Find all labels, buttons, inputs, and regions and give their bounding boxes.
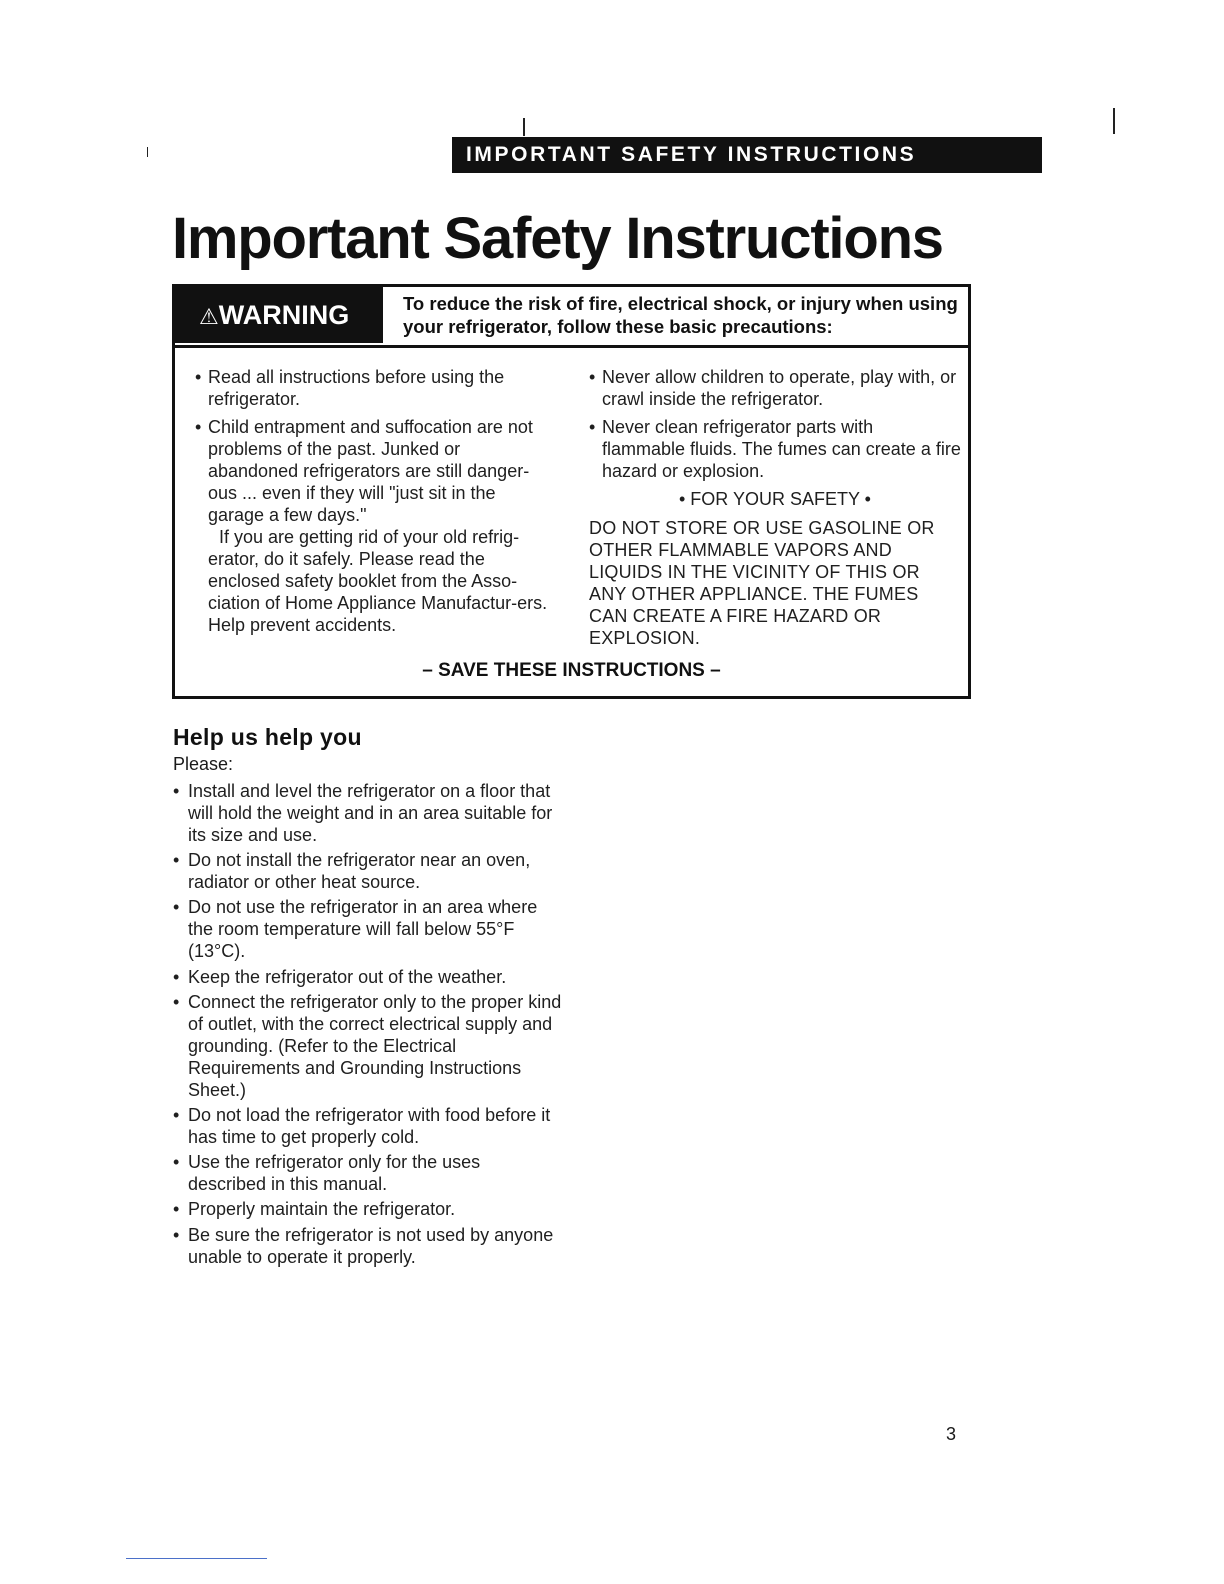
warning-triangle-icon: ⚠ (199, 304, 219, 329)
list-item: • Never clean refrigerator parts with flammable fluids. The fumes can create a fire hazard or explosion. (589, 417, 961, 481)
list-item: • Read all instructions before using the refrigerator. (195, 367, 505, 409)
help-list (173, 780, 563, 1271)
warning-label (175, 287, 383, 343)
warning-box (172, 284, 971, 699)
help-please: Please: (173, 754, 234, 774)
list-item: • Install and level the refrigerator on a floor that will hold the weight and in an area suitable for its size and use. (173, 781, 553, 845)
warning-intro: To reduce the risk of fire, electrical shock, or injury when using your refrigerator, follow these basic precautions: (403, 293, 958, 337)
page-number: 3 (946, 1424, 957, 1444)
list-item: • Do not install the refrigerator near an oven, radiator or other heat source. (173, 850, 531, 893)
scan-mark (147, 147, 148, 157)
disposal-paragraph: If you are getting rid of your old refrig-erator, do it safely. Please read the enclosed safety booklet from the Asso-ciation of Home Appliance Manufactur-ers. Help prevent accidents. (208, 527, 548, 635)
safety-text: DO NOT STORE OR USE GASOLINE OR OTHER FLAMMABLE VAPORS AND LIQUIDS IN THE VICINITY OF THIS OR ANY OTHER APPLIANCE. THE FUMES CAN CREATE A FIRE HAZARD OR EXPLOSION. (589, 518, 935, 648)
footer-rule (126, 1558, 267, 1559)
warning-left-column (195, 366, 555, 636)
safety-heading: • FOR YOUR SAFETY • (679, 489, 871, 509)
scan-mark (1113, 108, 1115, 134)
list-item: • Properly maintain the refrigerator. (173, 1199, 456, 1220)
warning-label-text: WARNING (218, 300, 350, 330)
save-instructions: – SAVE THESE INSTRUCTIONS – (422, 660, 721, 681)
list-item: • Do not load the refrigerator with food before it has time to get properly cold. (173, 1104, 551, 1147)
list-item: • Do not use the refrigerator in an area where the room temperature will fall below 55°F (13°C). (173, 897, 538, 962)
list-item: • Use the refrigerator only for the uses described in this manual. (173, 1152, 481, 1195)
warning-right-column (589, 366, 961, 649)
help-heading: Help us help you (173, 724, 362, 750)
page-title: Important Safety Instructions (172, 206, 943, 271)
section-header-bar: IMPORTANT SAFETY INSTRUCTIONS (452, 137, 1042, 173)
list-item: • Be sure the refrigerator is not used by anyone unable to operate it properly. (173, 1224, 554, 1267)
scan-mark (523, 118, 525, 136)
list-item: • Connect the refrigerator only to the proper kind of outlet, with the correct electrical supply and grounding. (Refer to the Electrical Requirements and Grounding Instructions Sheet.) (173, 991, 562, 1100)
warning-divider (175, 345, 968, 348)
list-item: • Child entrapment and suffocation are not problems of the past. Junked or abandoned refrigerators are still danger-ous ... even if they will "just sit in the garage a few days." (195, 417, 533, 525)
list-item: • Keep the refrigerator out of the weather. (173, 966, 507, 987)
list-item: • Never allow children to operate, play with, or crawl inside the refrigerator. (589, 367, 957, 409)
